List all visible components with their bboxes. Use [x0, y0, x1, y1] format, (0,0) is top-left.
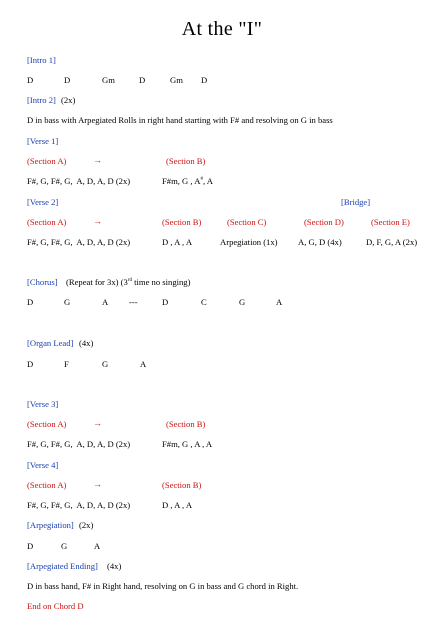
chorus-chord: G — [239, 297, 246, 307]
verse1-section-a: (Section A) — [27, 156, 67, 166]
organ-chord: G — [102, 359, 109, 369]
verse4-chords-b: D , A , A — [162, 500, 193, 510]
arrow-icon: → — [93, 418, 102, 428]
verse1-chords-a: F#, G, F#, G, A, D, A, D (2x) — [27, 176, 131, 186]
arrow-icon: → — [93, 479, 102, 489]
verse4-chords-a: F#, G, F#, G, A, D, A, D (2x) — [27, 500, 131, 510]
intro1-chord: D — [139, 75, 146, 85]
ending-final: End on Chord D — [27, 601, 84, 611]
song-title: At the "I" — [181, 18, 263, 40]
organ-label: [Organ Lead] — [27, 338, 74, 348]
ending-text: D in bass hand, F# in Right hand, resolving on G in bass and G chord in Right. — [27, 581, 299, 591]
verse1-label: [Verse 1] — [27, 136, 59, 146]
verse2-section-a: (Section A) — [27, 217, 67, 227]
intro1-chord: Gm — [170, 75, 183, 85]
arpegiation-chord: D — [27, 541, 34, 551]
organ-repeat: (4x) — [79, 338, 94, 348]
intro2-repeat: (2x) — [61, 95, 76, 105]
chorus-chord: D — [27, 297, 34, 307]
bridge-label: [Bridge] — [341, 197, 371, 207]
arpegiation-repeat: (2x) — [79, 520, 94, 530]
verse3-chords-a: F#, G, F#, G, A, D, A, D (2x) — [27, 439, 131, 449]
arpegiation-chord: G — [61, 541, 68, 551]
verse4-label: [Verse 4] — [27, 460, 59, 470]
ending-label: [Arpegiated Ending] — [27, 561, 98, 571]
arrow-icon: → — [93, 155, 102, 165]
intro2-label: [Intro 2] — [27, 95, 56, 105]
arrow-icon: → — [93, 216, 102, 226]
arpegiation-label: [Arpegiation] — [27, 520, 74, 530]
verse3-section-b: (Section B) — [166, 419, 206, 429]
chorus-label: [Chorus] — [27, 277, 58, 287]
verse2-chords-c: Arpegiation (1x) — [220, 237, 278, 247]
verse4-section-a: (Section A) — [27, 480, 67, 490]
verse3-label: [Verse 3] — [27, 399, 59, 409]
verse2-chords-a: F#, G, F#, G, A, D, A, D (2x) — [27, 237, 131, 247]
chorus-chord: G — [64, 297, 71, 307]
verse2-section-b: (Section B) — [162, 217, 202, 227]
verse2-chords-b: D , A , A — [162, 237, 193, 247]
verse1-section-b: (Section B) — [166, 156, 206, 166]
ending-repeat: (4x) — [107, 561, 122, 571]
verse2-label: [Verse 2] — [27, 197, 59, 207]
verse3-section-a: (Section A) — [27, 419, 67, 429]
chorus-chord: A — [102, 297, 109, 307]
verse3-chords-b: F#m, G , A , A — [162, 439, 213, 449]
intro1-label: [Intro 1] — [27, 55, 56, 65]
intro1-chord: Gm — [102, 75, 115, 85]
intro1-chord: D — [64, 75, 71, 85]
chorus-chord: A — [276, 297, 283, 307]
chorus-chord: D — [162, 297, 169, 307]
chorus-chord: --- — [129, 297, 138, 307]
verse4-section-b: (Section B) — [162, 480, 202, 490]
intro2-text: D in bass with Arpegiated Rolls in right hand starting with F# and resolving on G in bass — [27, 115, 333, 125]
intro1-chord: D — [27, 75, 34, 85]
verse1-chords-b: F#m, G , A#, A — [162, 176, 213, 186]
organ-chord: F — [64, 359, 69, 369]
verse2-section-e: (Section E) — [371, 217, 410, 227]
chorus-note: (Repeat for 3x) (3rd time no singing) — [66, 277, 191, 287]
verse2-chords-d: A, G, D (4x) — [298, 237, 342, 247]
organ-chord: D — [27, 359, 34, 369]
chorus-chord: C — [201, 297, 207, 307]
verse2-section-c: (Section C) — [227, 217, 267, 227]
intro1-chord: D — [201, 75, 208, 85]
verse2-chords-e: D, F, G, A (2x) — [366, 237, 418, 247]
arpegiation-chord: A — [94, 541, 101, 551]
verse2-section-d: (Section D) — [304, 217, 344, 227]
organ-chord: A — [140, 359, 147, 369]
